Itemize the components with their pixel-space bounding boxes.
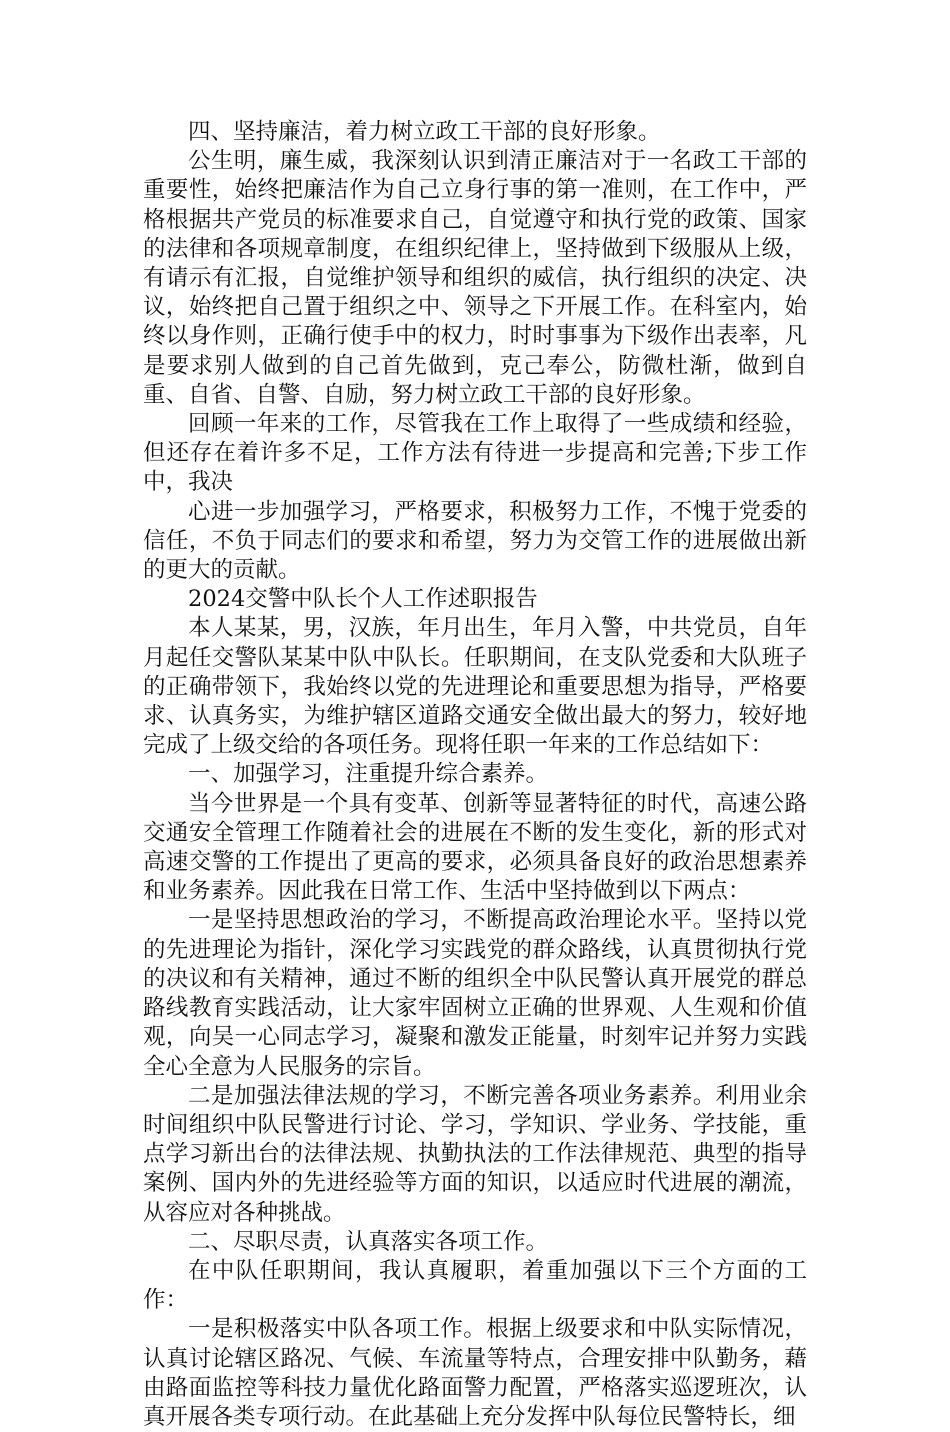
- paragraph-integrity: 公生明，廉生威，我深刻认识到清正廉洁对于一名政工干部的重要性，始终把廉洁作为自己立身行事的第一准则，在工作中，严格根据共产党员的标准要求自己，自觉遵守和执行党的政策、国家的法律和各项规章制度，在组织纪律上，坚持做到下级服从上级，有请示有汇报，自觉维护领导和组织的威信，执行组织的决定、决议，始终把自己置于组织之中、领导之下开展工作。在科室内，始终以身作则，正确行使手中的权力，时时事事为下级作出表率，凡是要求别人做到的自己首先做到，克己奉公，防微杜渐，做到自重、自省、自警、自励，努力树立政工干部的良好形象。: [143, 148, 807, 408]
- paragraph-introduction: 本人某某，男，汉族，年月出生，年月入警，中共党员，自年月起任交警队某某中队中队长。任职期间，在支队党委和大队班子的正确带领下，我始终以党的先进理论和重要思想为指导，严格要求、认真务实，为维护辖区道路交通安全做出最大的努力，较好地完成了上级交给的各项任务。现将任职一年来的工作总结如下：: [143, 615, 807, 759]
- section-heading-integrity: 四、坚持廉洁，着力树立政工干部的良好形象。: [188, 119, 661, 145]
- paragraph-legal-study: 二是加强法律法规的学习，不断完善各项业务素养。利用业余时间组织中队民警进行讨论、学习，学知识、学业务、学技能，重点学习新出台的法律法规、执勤执法的工作法律规范、典型的指导案例、国内外的先进经验等方面的知识，以适应时代进展的潮流，从容应对各种挑战。: [143, 1082, 807, 1226]
- paragraph-duties-intro: 在中队任职期间，我认真履职，着重加强以下三个方面的工作：: [143, 1257, 807, 1314]
- section-heading-study: 一、加强学习，注重提升综合素养。: [188, 761, 549, 788]
- paragraph-era: 当今世界是一个具有变革、创新等显著特征的时代，高速公路交通安全管理工作随着社会的进展在不断的发生变化，新的形式对高速交警的工作提出了更高的要求，必须具备良好的政治思想素养和业务素养。因此我在日常工作、生活中坚持做到以下两点：: [143, 790, 807, 905]
- paragraph-squad-work: 一是积极落实中队各项工作。根据上级要求和中队实际情况，认真讨论辖区路况、气候、车流量等特点，合理安排中队勤务，藉由路面监控等科技力量优化路面警力配置，严格落实巡逻班次，认真开展各类专项行动。在此基础上充分发挥中队每位民警特长，细: [143, 1316, 807, 1430]
- report-title: 2024交警中队长个人工作述职报告: [188, 586, 538, 613]
- document-body: [143, 118, 807, 1432]
- paragraph-political-study: 一是坚持思想政治的学习，不断提高政治理论水平。坚持以党的先进理论为指针，深化学习实践党的群众路线，认真贯彻执行党的决议和有关精神，通过不断的组织全中队民警认真开展党的群总路线教育实践活动，让大家牢固树立正确的世界观、人生观和价值观，向吴一心同志学习，凝聚和激发正能量，时刻牢记并努力实践全心全意为人民服务的宗旨。: [143, 907, 807, 1080]
- paragraph-review: 回顾一年来的工作，尽管我在工作上取得了一些成绩和经验，但还存在着许多不足，工作方法有待进一步提高和完善;下步工作中，我决: [143, 411, 807, 496]
- paragraph-resolve: 心进一步加强学习，严格要求，积极努力工作，不愧于党委的信任，不负于同志们的要求和希望，努力为交管工作的进展做出新的更大的贡献。: [143, 498, 807, 584]
- section-heading-duties: 二、尽职尽责，认真落实各项工作。: [188, 1228, 549, 1255]
